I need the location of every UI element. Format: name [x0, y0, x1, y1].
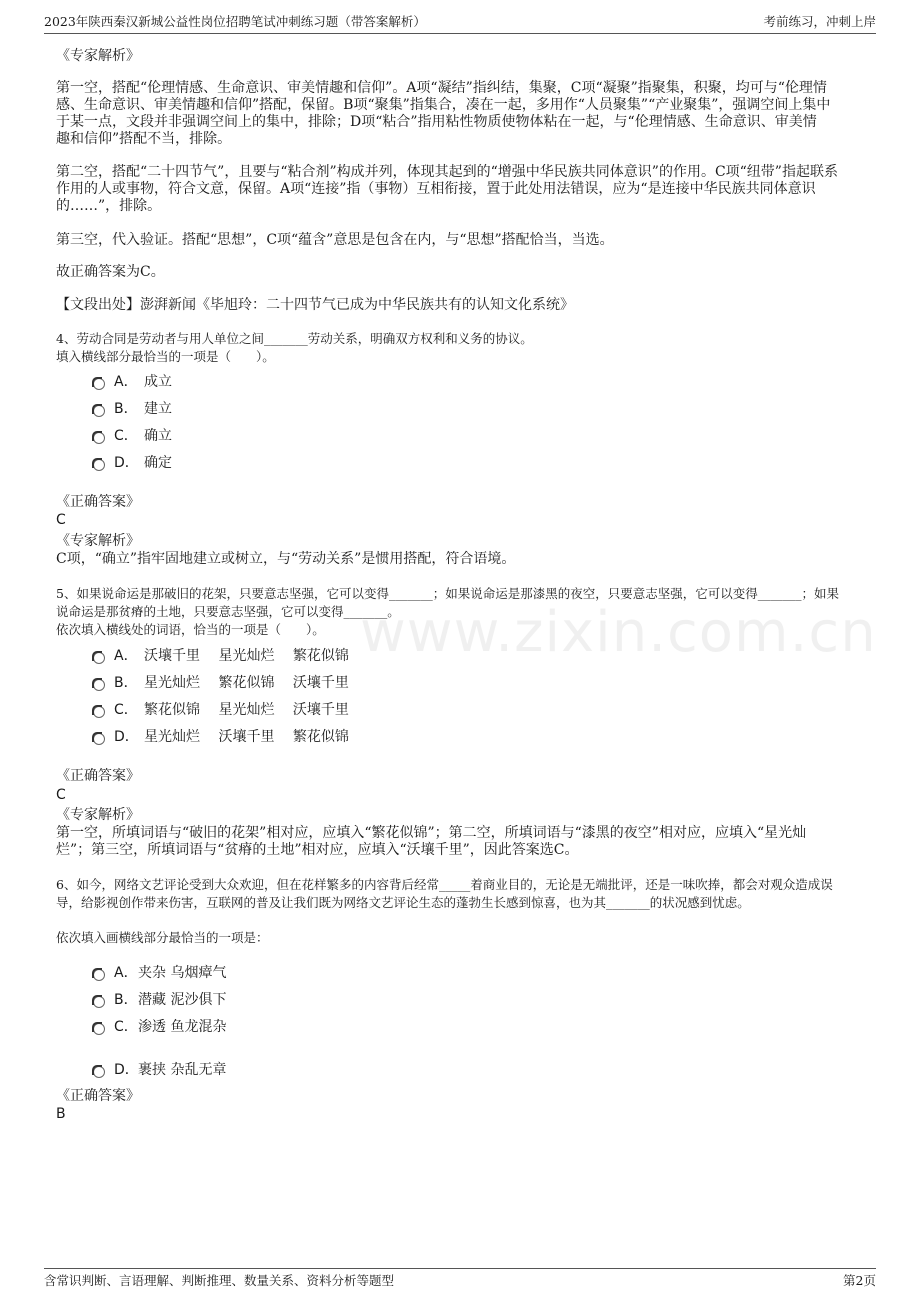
analysis-para-3: 第三空，代入验证。搭配“思想”，C项“蕴含”意思是包含在内，与“思想”搭配恰当，当选。: [56, 232, 614, 248]
analysis-para-1: [56, 80, 830, 148]
answer-label: 《正确答案》: [56, 1088, 140, 1104]
header-title: 2023年陕西秦汉新城公益性岗位招聘笔试冲刺练习题（带答案解析）: [44, 14, 426, 29]
question-stem-line: 6、如今，网络文艺评论受到大众欢迎，但在花样繁多的内容背后经常_____着商业目的，无论是无端批评，还是一味吹捧，都会对观众造成误: [56, 877, 833, 892]
option-d[interactable]: [93, 726, 349, 746]
option-text: 沃壤千里 星光灿烂 繁花似锦: [144, 648, 349, 664]
option-letter: A．: [114, 374, 138, 390]
option-text: 星光灿烂 繁花似锦 沃壤千里: [144, 675, 349, 691]
text-line: 烂”；第三空，所填词语与“贫瘠的土地”相对应，应填入“沃壤千里”，因此答案选C。: [56, 842, 579, 858]
analysis-conclusion: 故正确答案为C。: [56, 264, 165, 280]
question-stem: 4、劳动合同是劳动者与用人单位之间_______劳动关系，明确双方权利和义务的协议。: [56, 331, 533, 346]
question-5: [56, 585, 876, 639]
option-b[interactable]: [93, 398, 172, 418]
radio-icon[interactable]: [93, 969, 105, 981]
question-prompt: 依次填入画横线部分最恰当的一项是：: [56, 930, 269, 945]
text-line: 第一空，所填词语与“破旧的花架”相对应，应填入“繁花似锦”；第二空，所填词语与“漆黑的夜空”相对应，应填入“星光灿: [56, 825, 807, 841]
option-letter: A．: [114, 965, 138, 981]
analysis-label: 《专家解析》: [56, 807, 140, 823]
option-d[interactable]: [93, 1059, 226, 1079]
analysis-label: 《专家解析》: [56, 533, 140, 549]
option-letter: C．: [114, 1019, 138, 1035]
radio-icon[interactable]: [93, 1023, 105, 1035]
option-c[interactable]: [93, 1016, 226, 1036]
text-line: 趣和信仰”搭配不当，排除。: [56, 131, 232, 147]
option-text: 渗透 鱼龙混杂: [138, 1019, 227, 1035]
answer-value: B: [56, 1106, 66, 1122]
option-letter: B．: [114, 675, 138, 691]
analysis-text: [56, 825, 806, 859]
option-letter: B．: [114, 401, 138, 417]
option-text: 确定: [144, 455, 172, 471]
page-number: 第2页: [843, 1273, 876, 1288]
option-letter: D．: [114, 1062, 139, 1078]
option-letter: C．: [114, 702, 138, 718]
analysis-label: 《专家解析》: [56, 48, 140, 64]
radio-icon[interactable]: [93, 652, 105, 664]
question-prompt: 依次填入横线处的词语，恰当的一项是（ ）。: [56, 622, 325, 637]
option-letter: A．: [114, 648, 138, 664]
text-line: 第一空，搭配“伦理情感、生命意识、审美情趣和信仰”。A项“凝结”指纠结，集聚，C项“凝聚”指聚集，积聚，均可与“伦理情: [56, 80, 827, 96]
text-line: 作用的人或事物，符合文意，保留。A项“连接”指（事物）互相衔接，置于此处用法错误，应为“是连接中华民族共同体意识: [56, 181, 816, 197]
text-line: 于某一点，文段并非强调空间上的集中，排除；D项“粘合”指用粘性物质使物体粘在一起，与“伦理情感、生命意识、审美情: [56, 114, 817, 130]
watermark: www.zixin.com.cn: [360, 600, 877, 665]
header-divider: [44, 33, 876, 34]
option-c[interactable]: [93, 699, 349, 719]
option-text: 建立: [144, 401, 172, 417]
answer-value: C: [56, 787, 66, 803]
radio-icon[interactable]: [93, 405, 105, 417]
answer-value: C: [56, 512, 66, 528]
page-footer: [44, 1271, 876, 1289]
option-text: 星光灿烂 沃壤千里 繁花似锦: [144, 729, 349, 745]
page-header: [44, 12, 876, 34]
radio-icon[interactable]: [93, 679, 105, 691]
radio-icon[interactable]: [93, 996, 105, 1008]
question-stem-line: 说命运是那贫瘠的土地，只要意志坚强，它可以变得_______。: [56, 604, 400, 619]
question-6: [56, 876, 876, 912]
header-slogan: 考前练习，冲刺上岸: [763, 14, 876, 29]
option-b[interactable]: [93, 672, 349, 692]
radio-icon[interactable]: [93, 1066, 105, 1078]
option-b[interactable]: [93, 989, 226, 1009]
option-a[interactable]: [93, 371, 172, 391]
option-c[interactable]: [93, 425, 172, 445]
question-prompt: 填入横线部分最恰当的一项是（ ）。: [56, 349, 275, 364]
text-line: 第二空，搭配“二十四节气”，且要与“粘合剂”构成并列，体现其起到的“增强中华民族共同体意识”的作用。C项“纽带”指起联系: [56, 164, 838, 180]
option-letter: B．: [114, 992, 138, 1008]
question-stem-line: 导，给影视创作带来伤害，互联网的普及让我们既为网络文艺评论生态的蓬勃生长感到惊喜，也为其_______的状况感到忧虑。: [56, 895, 750, 910]
radio-icon[interactable]: [93, 706, 105, 718]
analysis-para-2: [56, 164, 838, 215]
answer-label: 《正确答案》: [56, 494, 140, 510]
option-a[interactable]: [93, 962, 226, 982]
question-4: [56, 330, 533, 366]
radio-icon[interactable]: [93, 378, 105, 390]
option-letter: C．: [114, 428, 138, 444]
answer-label: 《正确答案》: [56, 768, 140, 784]
radio-icon[interactable]: [93, 432, 105, 444]
radio-icon[interactable]: [93, 733, 105, 745]
text-source: 【文段出处】澎湃新闻《毕旭玲：二十四节气已成为中华民族共有的认知文化系统》: [56, 297, 574, 313]
text-line: 的……”，排除。: [56, 198, 162, 214]
footer-note: 含常识判断、言语理解、判断推理、数量关系、资料分析等题型: [44, 1273, 395, 1288]
option-text: 确立: [144, 428, 172, 444]
option-letter: D．: [114, 455, 139, 471]
question-stem-line: 5、如果说命运是那破旧的花架，只要意志坚强，它可以变得_______；如果说命运是那漆黑的夜空，只要意志坚强，它可以变得_______；如果: [56, 586, 839, 601]
option-a[interactable]: [93, 645, 349, 665]
option-text: 繁花似锦 星光灿烂 沃壤千里: [144, 702, 349, 718]
option-d[interactable]: [93, 452, 172, 472]
option-text: 裹挟 杂乱无章: [138, 1062, 227, 1078]
option-text: 潜藏 泥沙俱下: [138, 992, 227, 1008]
option-text: 成立: [144, 374, 172, 390]
radio-icon[interactable]: [93, 459, 105, 471]
analysis-text: C项，“确立”指牢固地建立或树立，与“劳动关系”是惯用搭配，符合语境。: [56, 551, 516, 567]
footer-divider: [44, 1268, 876, 1269]
text-line: 感、生命意识、审美情趣和信仰”搭配，保留。B项“聚集”指集合，凑在一起，多用作“人员聚集”“产业聚集”，强调空间上集中: [56, 97, 831, 113]
option-text: 夹杂 乌烟瘴气: [138, 965, 227, 981]
option-letter: D．: [114, 729, 139, 745]
